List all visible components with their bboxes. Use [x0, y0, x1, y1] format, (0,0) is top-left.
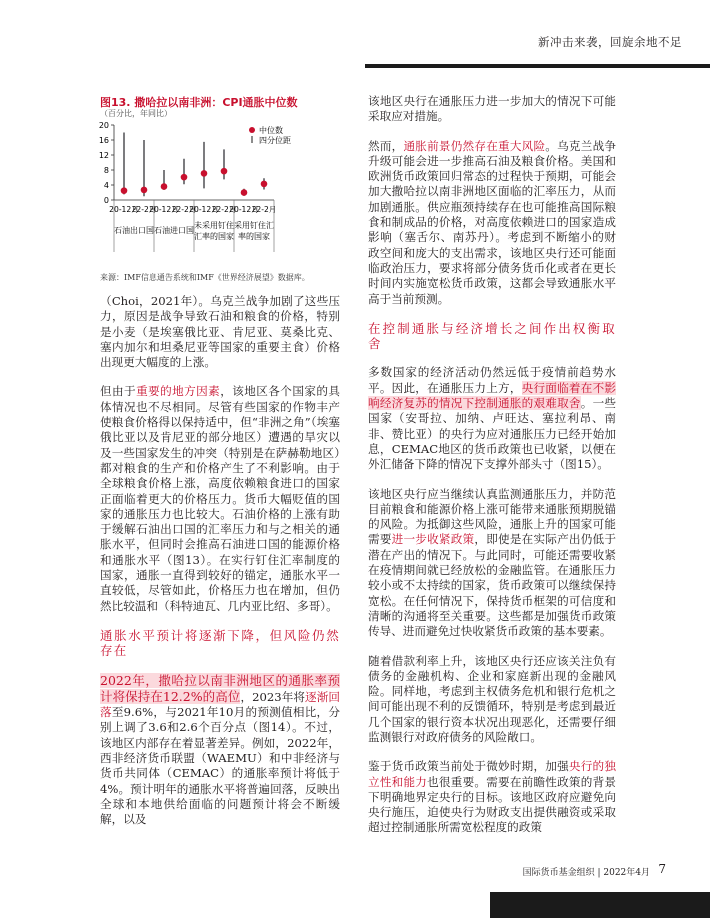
x-tick-label: 20-12月: [149, 205, 179, 214]
section-heading-inflation-outlook: 通胀水平预计将逐渐下降，但风险仍然存在: [100, 627, 340, 659]
legend-median-label: 中位数: [259, 126, 283, 135]
key-term-central-bank-independence: 央行的独立性和能力: [368, 759, 616, 789]
group-label: 未采用钉住汇率的国家: [194, 221, 234, 241]
y-tick-label: 20: [98, 121, 109, 130]
key-term-2022-inflation: 2022年，撒哈拉以南非洲地区的通胀率预计将保持在12.2%的高位: [100, 672, 340, 704]
inflation-range-chart: [92, 118, 342, 268]
median-point: [261, 181, 268, 188]
left-paragraph-1: （Choi，2021年）。乌克兰战争加剧了这些压力，原因是战争导致石油和粮食的价格，特别是小麦（是埃塞俄比亚、肯尼亚、莫桑比克、塞内加尔和坦桑尼亚等国家的重要主食）价格出现更大幅度的上涨。: [100, 294, 340, 370]
y-tick-label: 4: [103, 181, 109, 190]
median-point: [221, 168, 228, 175]
right-paragraph-5: 随着借款利率上升，该地区央行还应该关注负有债务的金融机构、企业和家庭新出现的金融风险。同样地，考虑到主权债务危机和银行危机之间可能出现不利的反馈循环，特别是考虑到最近几个国家的银行资本状况出现恶化，还需要仔细监测银行对政府债务的风险敞口。: [368, 653, 616, 744]
median-point: [161, 183, 168, 190]
x-tick-label: 20-12月: [109, 205, 139, 214]
footer-bar: [490, 892, 710, 918]
y-tick-label: 12: [98, 151, 109, 160]
y-tick-label: 0: [103, 196, 109, 205]
header-rule: [365, 64, 710, 68]
x-tick-label: 22-2月: [131, 205, 157, 214]
running-header: 新冲击来袭，回旋余地不足: [538, 35, 682, 49]
footer-text: 国际货币基金组织 | 2022年4月: [522, 868, 650, 878]
group-label: 采用钉住汇率的国家: [234, 221, 274, 241]
key-term-tighten-policy: 进一步收紧政策: [391, 532, 475, 547]
right-paragraph-2: 然而，通胀前景仍然存在重大风险。乌克兰战争升级可能会进一步推高石油及粮食价格。美国和欧洲货币政策回归常态的过程快于预期，可能会加大撒哈拉以南非洲地区面临的汇率压力，从而加剧通胀。供应瓶颈持续存在也可能推高国际粮食和制成品的价格，对高度依赖进口的国家造成影响（塞舌尔、南苏丹）。考虑到不断缩小的财政空间和庞大的支出需求，该地区央行还可能面临政治压力，要求将部分债务货币化或者在更长时间内实施宽松货币政策，这都会导致通胀水平高于当前预测。: [368, 138, 616, 306]
key-term-gradual-decline: 逐渐回落: [100, 689, 340, 720]
left-paragraph-3: 2022年，撒哈拉以南非洲地区的通胀率预计将保持在12.2%的高位，2023年将逐渐回落至9.6%，与2021年10月的预测值相比，分别上调了3.6和2.6个百分点（图14）。不过，该地区内部存在着显著差异。例如，2022年，西非经济货币联盟（WAEMU）和中非经济与货币共同体（CEMAC）的通胀率预计将低于4%。预计明年的通胀水平将普遍回落，反映出全球和本地供给面临的问题预计将会不断缓解，以及: [100, 672, 340, 827]
median-point: [181, 174, 188, 181]
x-tick-label: 22-2月: [251, 205, 277, 214]
x-tick-label: 22-2月: [211, 205, 237, 214]
section-heading-tradeoff: 在控制通胀与经济增长之间作出权衡取舍: [368, 320, 616, 352]
median-point: [121, 187, 128, 194]
right-column: [368, 94, 616, 850]
x-tick-label: 20-12月: [189, 205, 219, 214]
key-term-tough-tradeoff: 央行面临着在不影响经济复苏的情况下控制通胀的艰难取舍: [368, 380, 616, 411]
right-paragraph-1: 该地区央行在通胀压力进一步加大的情况下可能采取应对措施。: [368, 94, 616, 124]
y-tick-label: 16: [98, 136, 109, 145]
legend-iqr-label: 四分位距: [259, 136, 291, 145]
figure-source: 来源：IMF信息通告系统和IMF《世界经济展望》数据库。: [100, 273, 310, 282]
median-point: [201, 170, 208, 177]
right-paragraph-3: 多数国家的经济活动仍然远低于疫情前趋势水平。因此，在通胀压力上方，央行面临着在不影响经济复苏的情况下控制通胀的艰难取舍。一些国家（安哥拉、加纳、卢旺达、塞拉利昂、南非、赞比亚）的央行为应对通胀压力已经开始加息，CEMAC地区的货币政策也已收紧，以便在外汇储备下降的情况下支撑外部头寸（图15）。: [368, 365, 616, 472]
figure-title: 图13. 撒哈拉以南非洲：CPI通胀中位数: [100, 96, 298, 109]
group-label: 石油出口国: [114, 226, 154, 235]
median-point: [241, 189, 248, 196]
group-label: 石油进口国: [154, 226, 194, 235]
key-term-local-factors: 重要的地方因素: [136, 384, 221, 399]
median-point: [141, 187, 148, 194]
right-paragraph-4: 该地区央行应当继续认真监测通胀压力，并防范目前粮食和能源价格上涨可能带来通胀预期脱锚的风险。为抵御这些风险，通胀上升的国家可能需要进一步收紧政策，即使是在实际产出仍低于潜在产出的情况下。与此同时，可能还需要收紧在疫情期间就已经放松的金融监管。在通胀压力较小或不太持续的国家，货币政策可以继续保持宽松。在任何情况下，保持货币框架的可信度和清晰的沟通将至关重要。这些都是加强货币政策传导、进而避免过快收紧货币政策的基本要素。: [368, 486, 616, 639]
left-paragraph-2: 但由于重要的地方因素，该地区各个国家的具体情况也不尽相同。尽管有些国家的作物丰产使粮食价格得以保持适中，但“非洲之角”（埃塞俄比亚以及肯尼亚的部分地区）遭遇的旱灾以及一些国家发生的冲突（特别是在萨赫勒地区）都对粮食的生产和价格产生了不利影响。由于全球粮食价格上涨，高度依赖粮食进口的国家正面临着更大的价格压力。货币大幅贬值的国家的通胀压力也比较大。石油价格的上涨有助于缓解石油出口国的汇率压力和与之相关的通胀水平，但同时会推高石油进口国的能源价格和通胀水平（图13）。在实行钉住汇率制度的国家，通胀一直得到较好的锚定，通胀水平一直较低，尽管如此，价格压力也在增加，但仍然比较温和（科特迪瓦、几内亚比绍、多哥）。: [100, 384, 340, 613]
page-number: 7: [658, 862, 666, 876]
y-tick-label: 8: [103, 166, 109, 175]
legend-median-marker: [249, 127, 255, 133]
right-paragraph-6: 鉴于货币政策当前处于微妙时期，加强央行的独立性和能力也很重要。需要在前瞻性政策的背景下明确地界定央行的目标。该地区政府应避免向央行施压，迫使央行为财政支出提供融资或采取超过控制通胀所需宽松程度的政策: [368, 759, 616, 835]
x-tick-label: 22-2月: [171, 205, 197, 214]
key-term-inflation-risks: 通胀前景仍然存在重大风险: [403, 138, 546, 153]
left-column: [100, 294, 340, 842]
figure-subtitle: （百分比，年同比）: [100, 109, 172, 118]
x-tick-label: 20-12月: [229, 205, 259, 214]
